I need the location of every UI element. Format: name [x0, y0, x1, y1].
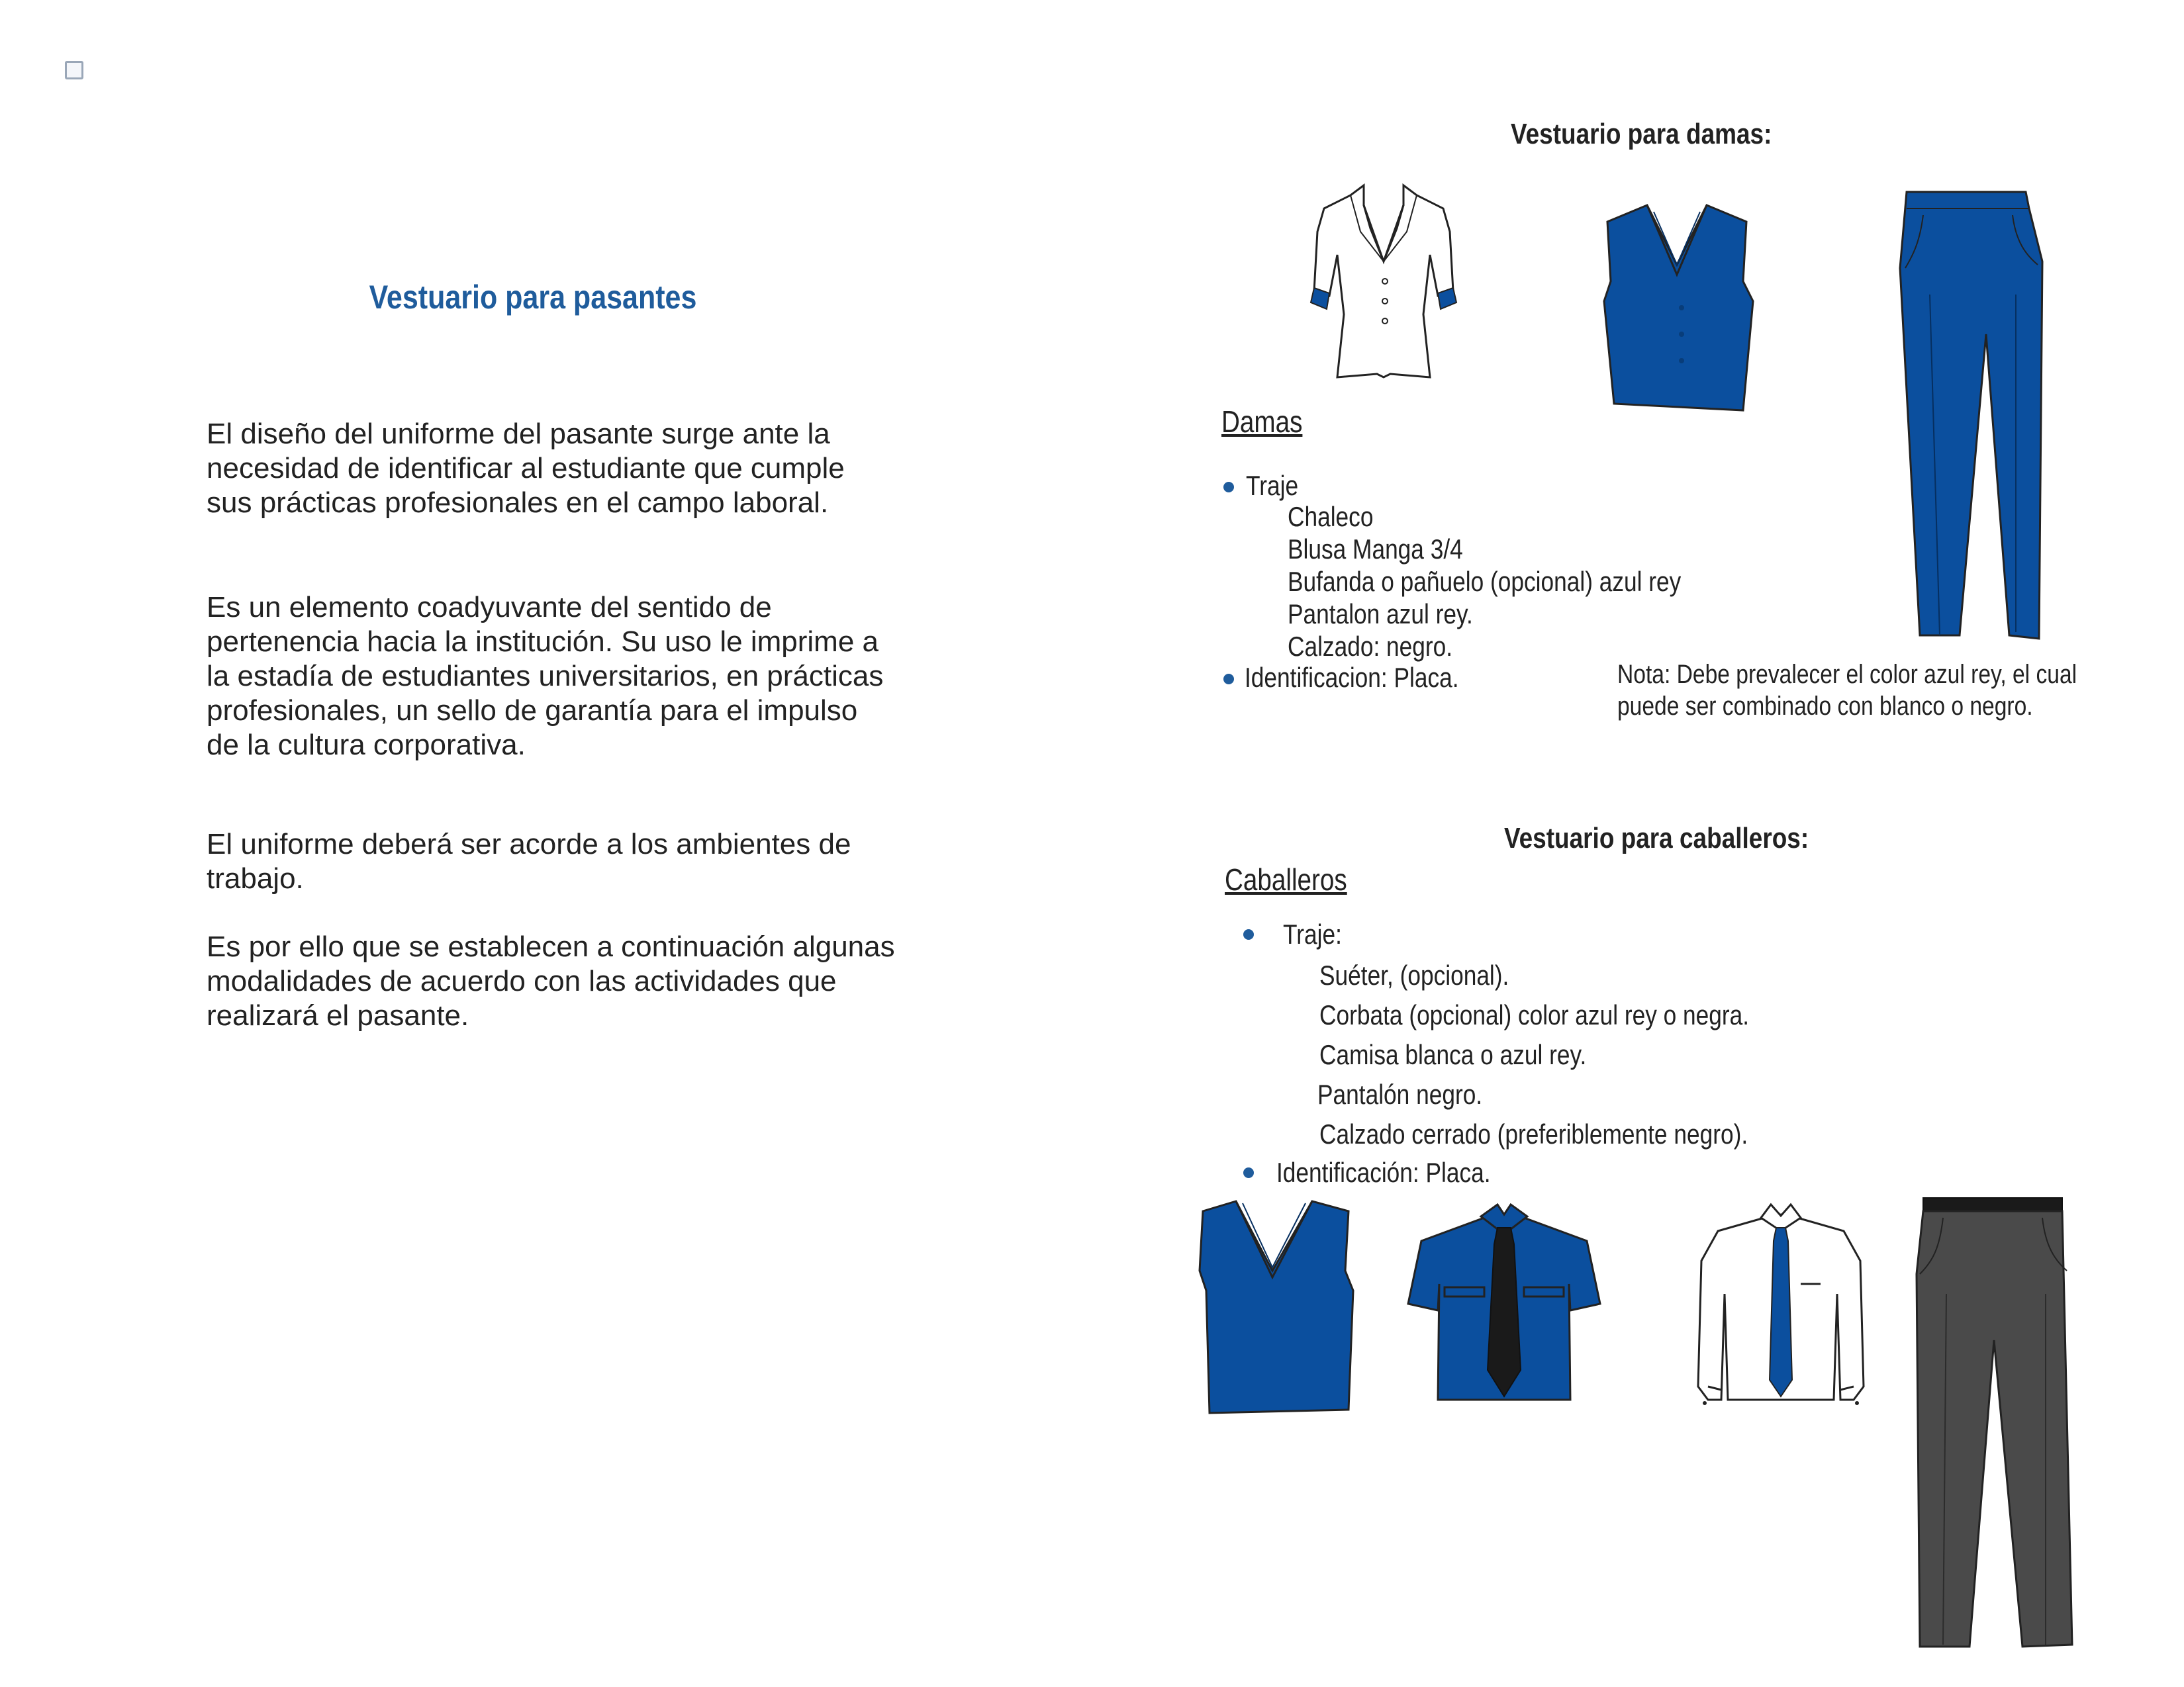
damas-item: Pantalon azul rey.: [1288, 598, 1473, 629]
damas-item: Calzado: negro.: [1288, 631, 1453, 662]
caballeros-item: Calzado cerrado (preferiblemente negro).: [1319, 1118, 1748, 1150]
white-shirt-icon: [1691, 1201, 1870, 1410]
damas-note: Nota: Debe prevalecer el color azul rey, el cual puede ser combinado con blanco o negro.: [1617, 660, 2077, 721]
damas-item: Chaleco: [1288, 501, 1374, 532]
women-pants-icon: [1893, 189, 2052, 639]
damas-heading: Vestuario para damas:: [1511, 118, 1772, 150]
caballeros-identificacion: Identificación: Placa.: [1276, 1157, 1491, 1188]
caballeros-heading: Vestuario para caballeros:: [1504, 822, 1809, 854]
vest-icon: [1601, 202, 1753, 414]
caballeros-item: Suéter, (opcional).: [1319, 960, 1509, 991]
intro-paragraph-2: Es un elemento coadyuvante del sentido de pertenencia hacia la institución. Su uso le imprime a la estadía de estudiantes universitarios, en prácticas profesionales, un sello de garantía para el impulso de la cultura corporativa.: [207, 591, 884, 761]
damas-traje: Traje: [1246, 470, 1299, 501]
caballeros-traje: Traje:: [1283, 919, 1342, 950]
damas-label: Damas: [1221, 404, 1303, 439]
intro-paragraph-3: El uniforme deberá ser acorde a los ambientes de trabajo.: [207, 828, 851, 895]
caballeros-label: Caballeros: [1225, 862, 1347, 897]
damas-identificacion: Identificacion: Placa.: [1245, 662, 1459, 693]
checkbox-icon[interactable]: [65, 61, 83, 79]
bullet-icon: [1223, 482, 1234, 492]
bullet-icon: [1243, 1167, 1254, 1178]
damas-item: Bufanda o pañuelo (opcional) azul rey: [1288, 566, 1682, 597]
damas-item: Blusa Manga 3/4: [1288, 533, 1463, 565]
intro-paragraph-1: El diseño del uniforme del pasante surge ante la necesidad de identificar al estudiante que cumple sus prácticas profesionales en el campo laboral.: [207, 418, 845, 519]
blue-shirt-icon: [1405, 1205, 1603, 1403]
bullet-icon: [1223, 674, 1234, 684]
bullet-icon: [1243, 929, 1254, 940]
blouse-icon: [1284, 182, 1483, 381]
men-pants-icon: [1920, 1195, 2079, 1651]
sweater-icon: [1200, 1198, 1358, 1413]
intro-paragraph-4: Es por ello que se establecen a continuación algunas modalidades de acuerdo con las actividades que realizará el pasante.: [207, 931, 895, 1032]
page-title: Vestuario para pasantes: [369, 279, 697, 316]
caballeros-item: Corbata (opcional) color azul rey o negra.: [1319, 999, 1750, 1030]
caballeros-item: Camisa blanca o azul rey.: [1319, 1039, 1587, 1070]
caballeros-item: Pantalón negro.: [1317, 1079, 1483, 1110]
